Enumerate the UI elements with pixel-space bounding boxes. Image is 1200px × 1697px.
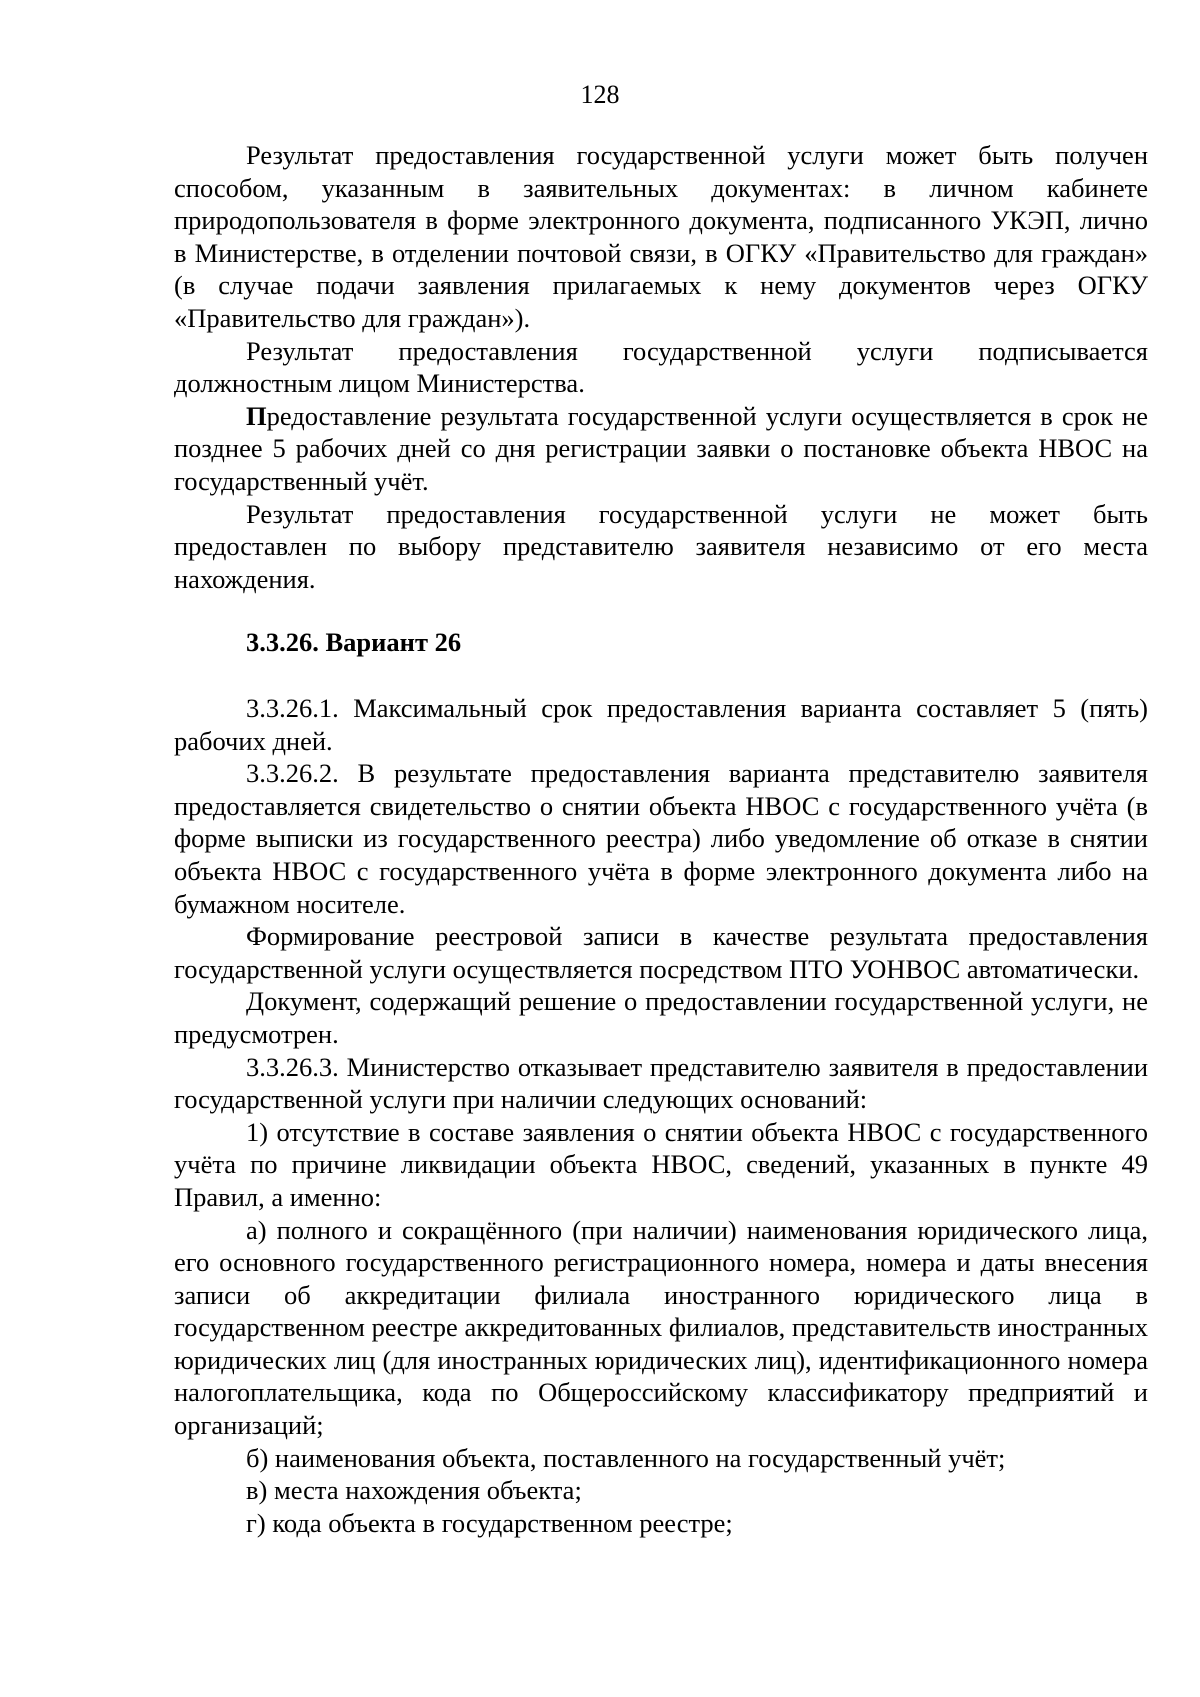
paragraph-decision-document: Документ, содержащий решение о предоставлении государственной услуги, не предусмотрен. xyxy=(174,986,1148,1049)
list-item-v: в) места нахождения объекта; xyxy=(246,1475,582,1506)
paragraph-result-signing: Результат предоставления государственной услуги подписывается должностным лицом Министерства. xyxy=(174,335,1148,399)
paragraph-registry-record: Формирование реестровой записи в качестве результата предоставления государственной услуги осуществляется посредством ПТО УОНВОС автоматически. xyxy=(174,921,1148,984)
list-item-g: г) кода объекта в государственном реестре; xyxy=(246,1507,733,1538)
list-item-b: б) наименования объекта, поставленного на государственный учёт; xyxy=(246,1442,1006,1473)
paragraph-result-variant: 3.3.26.2. В результате предоставления варианта представителю заявителя предоставляется свидетельство о снятии объекта НВОС с государственного учёта (в форме выписки из государственного реестра) либо уведомление об отказе в снятии объекта НВОС с государственного учёта в форме электронного документа либо на бумажном носителе. xyxy=(174,758,1148,919)
text-block-result xyxy=(174,139,1148,595)
paragraph-result-delivery: Результат предоставления государственной услуги может быть получен способом, указанным в заявительных документах: в личном кабинете природопользователя в форме электронного документа, подписанного УКЭП, лично в Министерстве, в отделении почтовой связи, в ОГКУ «Правительство для граждан» (в случае подачи заявления прилагаемых к нему документов через ОГКУ «Правительство для граждан»). xyxy=(174,140,1148,333)
page-number: 128 xyxy=(580,80,620,109)
paragraph-max-term: 3.3.26.1. Максимальный срок предоставления варианта составляет 5 (пять) рабочих дней. xyxy=(174,693,1148,756)
list-item-a: а) полного и сокращённого (при наличии) наименования юридического лица, его основного государственного регистрационного номера, номера и даты внесения записи об аккредитации филиала иностранного юридического лица в государственном реестре аккредитованных филиалов, представительств иностранных юридических лиц (для иностранных юридических лиц), идентификационного номера налогоплательщика, кода по Общероссийскому классификатору предприятий и организаций; xyxy=(174,1214,1148,1441)
paragraph-result-location: Результат предоставления государственной услуги не может быть предоставлен по выбору представителю заявителя независимо от его места нахождения. xyxy=(174,498,1148,594)
paragraph-result-deadline xyxy=(174,400,1148,498)
list-item-1: 1) отсутствие в составе заявления о снятии объекта НВОС с государственного учёта по причине ликвидации объекта НВОС, сведений, указанных в пункте 49 Правил, а именно: xyxy=(174,1116,1148,1212)
section-heading: 3.3.26. Вариант 26 xyxy=(246,627,462,657)
text-block-variant-26 xyxy=(174,692,1148,1539)
paragraph-result-deadline-text: редоставление результата государственной услуги осуществляется в срок не позднее 5 рабочих дней со дня регистрации заявки о постановке объекта НВОС на государственный учёт. xyxy=(174,400,1148,496)
paragraph-lead-letter: П xyxy=(246,400,267,431)
paragraph-refusal-grounds: 3.3.26.3. Министерство отказывает представителю заявителя в предоставлении государственной услуги при наличии следующих оснований: xyxy=(174,1051,1148,1115)
